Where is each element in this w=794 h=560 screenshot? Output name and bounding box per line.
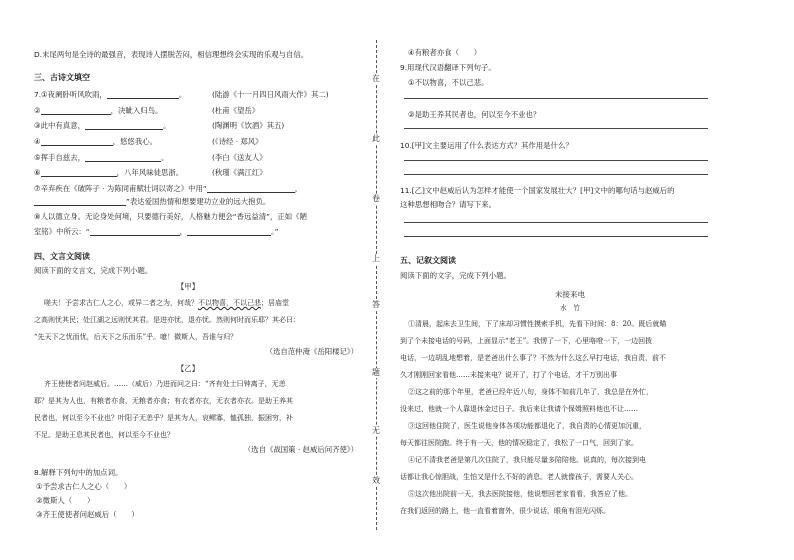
q9-item-1: ①不以物喜，不以己悲。 xyxy=(408,78,489,87)
gutter-char: 上 xyxy=(372,254,380,263)
gutter-char: 此 xyxy=(372,134,380,143)
blank[interactable] xyxy=(85,122,163,130)
poem-line: ⑤挥手自兹去， 。 xyxy=(34,153,169,162)
yi-line-3: 民者也，何以至今不业也？叶阳子无恙乎？是其为人，哀鳏寡，恤孤独，振困穷，补 xyxy=(34,414,293,422)
q9-item-2: ②是助王养其民者也，何以至今不业也？ xyxy=(408,110,541,119)
section-5-instruction: 阅读下面的文字，完成下列小题。 xyxy=(400,271,511,280)
blank[interactable] xyxy=(41,107,111,115)
q7-8-line2: 室铭》中所云：“ ， 。” xyxy=(34,227,279,236)
poem-line: ③此中有真意， 。 xyxy=(34,121,171,130)
story-line: ⑤这次他出院前一天，我去医院接他，他说想回老家看看，我答应了他。 xyxy=(408,490,632,498)
story-line: 每天都往医院跑。终于有一天，他的情况稳定了，我松了一口气，回到了家。 xyxy=(400,439,638,447)
section-4-title: 四、文言文阅读 xyxy=(34,252,90,261)
q11-line-1: 11.[乙]文中赵威后认为怎样才能使一个国家发展壮大？[甲]文中的哪句话与赵威后的 xyxy=(400,186,675,195)
gutter-char: 无 xyxy=(372,426,380,435)
gutter-char: 答 xyxy=(372,300,380,309)
answer-line[interactable] xyxy=(404,160,708,161)
yi-label: 【乙】 xyxy=(176,364,200,373)
yi-line-1: 齐王使使者问赵威后。……（威后）乃进而问之曰：“齐有处士曰钟离子，无恙 xyxy=(44,380,286,388)
blank[interactable] xyxy=(34,198,126,206)
story-line: 话都让我心惊胆战，生怕又是什么不好的消息。老人就像孩子，需要人关心。 xyxy=(400,473,638,481)
story-line: ②这之前的那个年里，老爸已经年近八旬，身体不如前几年了，我总是在外忙， xyxy=(408,388,653,396)
jia-line-1: 嗟夫！予尝求古仁人之心，或异二者之为，何哉？不以物喜，不以己悲；居庙堂 xyxy=(44,299,289,307)
q11-line-2: 这种思想相吻合？请写下来。 xyxy=(400,200,497,209)
q8-item-4: ④有粮者亦食（ ） xyxy=(408,48,482,57)
answer-line[interactable] xyxy=(404,174,708,175)
blank[interactable] xyxy=(85,154,161,162)
poem-source: (《诗经 · 郑风》 xyxy=(212,137,263,146)
blank[interactable] xyxy=(107,91,179,99)
gutter-char: 效 xyxy=(372,476,380,485)
answer-line[interactable] xyxy=(404,98,708,99)
jia-source: （选自范仲淹《岳阳楼记》） xyxy=(265,347,358,356)
answer-line[interactable] xyxy=(404,236,708,237)
q7-7-line2: ”表达爱国热情和想要建功立业的远大抱负。 xyxy=(34,197,270,206)
yi-source: （选自《战国策 · 赵威后问齐使》） xyxy=(243,445,358,454)
poem-line: ② ，决眦入归鸟。 xyxy=(34,106,163,115)
answer-line[interactable] xyxy=(404,128,708,129)
gutter-char: 卷 xyxy=(372,194,380,203)
yi-line-2: 耶？是其为人也，有粮者亦食，无粮者亦食；有衣者亦衣，无衣者亦衣。是助王养其 xyxy=(34,397,293,405)
story-line: 没来过，他就一个人靠退休金过日子。我后来让我请个保姆照料他也不让…… xyxy=(400,405,638,413)
poem-line: ⑥ ，八年风味徒思浙。 xyxy=(34,168,184,177)
q8-item-1: ①予尝求古仁人之心（ ） xyxy=(36,482,132,491)
q8-item-3: ③齐王使使者问赵威后（ ） xyxy=(36,510,139,519)
q7-7-line1: ⑦辛弃疾在《破阵子 · 为陈同甫赋壮词以寄之》中用“ ， xyxy=(34,184,303,193)
poem-line: 7.①夜阑卧听风吹雨， 。 xyxy=(34,90,187,99)
gutter-char: 在 xyxy=(372,74,380,83)
section-5-title: 五、记叙文阅读 xyxy=(400,256,456,265)
gutter-char: 题 xyxy=(372,368,380,377)
option-d: D.末尾两句是全诗的最强音，表现诗人摆脱苦闷，相信理想终会实现的乐观与自信。 xyxy=(34,50,309,59)
section-3-title: 三、古诗文填空 xyxy=(34,73,90,82)
section-4-instruction: 阅读下面的文言文，完成下列小题。 xyxy=(34,266,153,275)
story-line: ③这回他住院了，医生说他身体各项功能都退化了，我自责的心情更加沉重， xyxy=(408,422,646,430)
story-line: 到了个未接电话的号码，上面显示“老王”。我愣了一下，心里咯噔一下，一边回拨 xyxy=(400,337,653,345)
poem-line: ④ ，悠悠我心。 xyxy=(34,137,157,146)
story-title: 未接来电 xyxy=(554,290,586,299)
story-line: 电话，一边胡乱地想着，是老爸出什么事了？不然为什么这么早打电话，我自责，前不 xyxy=(400,354,666,362)
poem-source: (杜甫《望岳》 xyxy=(212,106,260,115)
jia-line-3: “先天下之忧而忧，后天下之乐而乐”乎。噫！微斯人，吾谁与归？ xyxy=(34,333,238,341)
story-line: 在我们返回的路上，他一直看着窗外，很少说话，眼角有泪光闪烁。 xyxy=(400,507,610,515)
q7-8-line1: ⑧人以德立身。无论身处何境，只要德行美好，人格魅力便会“香远益清”，正如《陋 xyxy=(34,212,307,221)
poem-source: (李白《送友人》 xyxy=(212,153,267,162)
story-author: 水 竹 xyxy=(560,304,580,312)
q8-title: 8.解释下列句中的加点词。 xyxy=(34,468,123,477)
jia-label: 【甲】 xyxy=(176,282,200,291)
blank[interactable] xyxy=(187,228,271,236)
story-line: ④记不清我老爸是第几次住院了，我只能尽量多陪陪他。说真的，每次接到电 xyxy=(408,456,646,464)
story-line: 久才刚刚回家看他……未接来电？说开了，打了个电话，才干万别出事 xyxy=(400,371,617,379)
blank[interactable] xyxy=(41,138,113,146)
answer-line[interactable] xyxy=(404,222,708,223)
jia-line-2: 之高则忧其民；处江湖之远则忧其君。是进亦忧，退亦忧。然则何时而乐耶？其必曰： xyxy=(34,316,300,324)
story-line: ①清晨，起床去卫生间，下了床却习惯性摸索手机，先看下时间：8：20。既后就瞄 xyxy=(408,320,667,328)
poem-source: (陶渊明《饮酒》其五) xyxy=(212,121,285,130)
poem-source: (秋瑾《满江红》 xyxy=(212,168,267,177)
blank[interactable] xyxy=(41,169,117,177)
q9-title: 9.用现代汉语翻译下列句子。 xyxy=(400,63,496,72)
poem-source: (陆游《十一月四日风雨大作》其二) xyxy=(212,90,329,99)
q8-item-2: ②微斯人（ ） xyxy=(36,496,95,505)
yi-line-4: 不足。是助王息其民者也，何以至今不业也？ xyxy=(34,431,174,439)
blank[interactable] xyxy=(90,228,180,236)
binding-gutter-line xyxy=(376,40,377,530)
blank[interactable] xyxy=(207,185,295,193)
q10: 10.[甲]文主要运用了什么表达方式？其作用是什么？ xyxy=(400,141,573,150)
